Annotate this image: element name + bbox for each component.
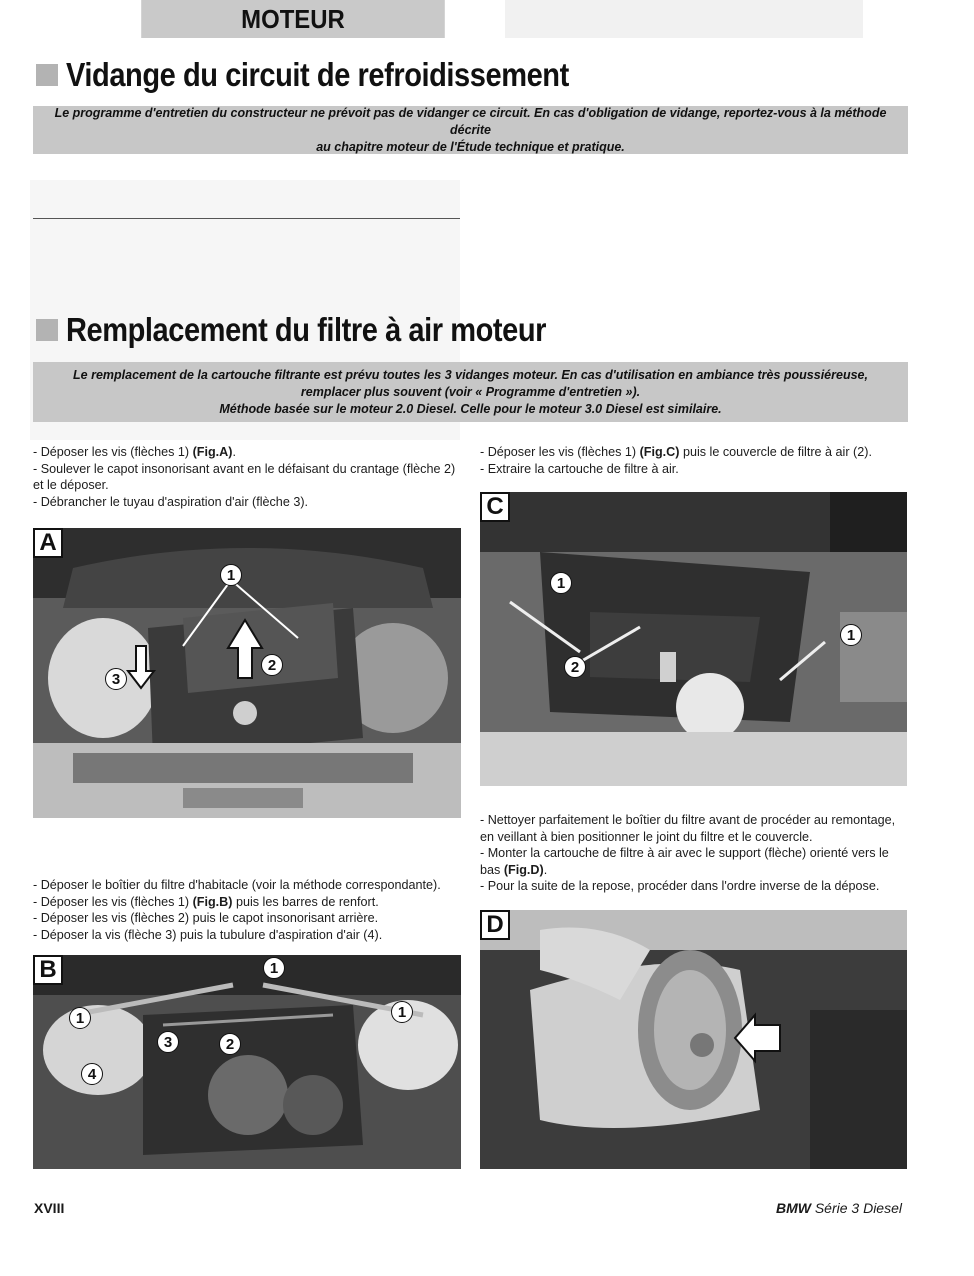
callout-2: 2 [219, 1033, 241, 1055]
steps-right-top [480, 444, 908, 477]
callout-4: 4 [81, 1063, 103, 1085]
note-line: Le programme d'entretien du constructeur ne prévoit pas de vidanger ce circuit. En cas d'obligation de vidange, reportez-vous à la méthode décrite [54, 105, 887, 137]
callout-1: 1 [263, 957, 285, 979]
step-text: - Déposer le boîtier du filtre d'habitacle (voir la méthode correspondante). [33, 878, 441, 892]
section-tab: MOTEUR [141, 0, 445, 38]
steps-right-bottom [480, 812, 908, 895]
section2-title: Remplacement du filtre à air moteur [66, 311, 547, 348]
divider [33, 218, 460, 219]
section2-note [33, 362, 908, 422]
step-text: - Monter la cartouche de filtre à air avec le support (flèche) orienté vers le bas (Fig.D). [480, 846, 889, 877]
section1-note [33, 106, 908, 154]
callout-1: 1 [550, 572, 572, 594]
step-text: - Pour la suite de la repose, procéder dans l'ordre inverse de la dépose. [480, 879, 880, 893]
step-text: - Extraire la cartouche de filtre à air. [480, 461, 679, 476]
figure-label: B [33, 955, 63, 985]
callout-1: 1 [840, 624, 862, 646]
step-text: - Soulever le capot insonorisant avant en le défaisant du crantage (flèche 2) et le déposer. [33, 461, 456, 492]
bleed-through-shade [505, 0, 863, 38]
callout-2: 2 [261, 654, 283, 676]
note-line: remplacer plus souvent (voir « Programme d'entretien »). [300, 384, 641, 399]
callout-3: 3 [105, 668, 127, 690]
step-text: - Déposer les vis (flèches 1) (Fig.C) puis le couvercle de filtre à air (2). [480, 445, 872, 459]
step-text: - Nettoyer parfaitement le boîtier du filtre avant de procéder au remontage, en veillant à bien positionner le joint du filtre et le couvercle. [480, 813, 896, 844]
steps-left-bottom [33, 877, 461, 943]
callout-3: 3 [157, 1031, 179, 1053]
figure-c-photo [480, 492, 907, 786]
figure-a-photo [33, 528, 461, 818]
figure-d-photo [480, 910, 907, 1169]
figure-label: D [480, 910, 510, 940]
footer-title [776, 1200, 902, 1216]
step-text: - Déposer les vis (flèches 1) (Fig.A). [33, 445, 236, 459]
footer-series: Série 3 Diesel [810, 1200, 902, 1216]
callout-2: 2 [564, 656, 586, 678]
callout-1: 1 [220, 564, 242, 586]
footer-brand: BMW [775, 1200, 811, 1216]
step-text: - Déposer les vis (flèches 1) (Fig.B) puis les barres de renfort. [33, 894, 379, 909]
figure-label: A [33, 528, 63, 558]
section-marker-icon [36, 319, 58, 341]
figure-b-photo [33, 955, 461, 1169]
page-number: XVIII [34, 1200, 65, 1216]
section1-title: Vidange du circuit de refroidissement [66, 56, 569, 93]
step-text: - Déposer la vis (flèche 3) puis la tubulure d'aspiration d'air (4). [33, 927, 383, 942]
note-line: Méthode basée sur le moteur 2.0 Diesel. Celle pour le moteur 3.0 Diesel est similaire. [219, 401, 722, 416]
steps-left-top [33, 444, 461, 510]
note-line: Le remplacement de la cartouche filtrante est prévu toutes les 3 vidanges moteur. En cas d'utilisation en ambiance très poussiéreuse, [73, 367, 868, 382]
note-line: au chapitre moteur de l'Étude technique et pratique. [316, 139, 625, 154]
step-text: - Déposer les vis (flèches 2) puis le capot insonorisant arrière. [33, 911, 379, 925]
figure-label: C [480, 492, 510, 522]
section-marker-icon [36, 64, 58, 86]
callout-1: 1 [391, 1001, 413, 1023]
callout-1: 1 [69, 1007, 91, 1029]
step-text: - Débrancher le tuyau d'aspiration d'air (flèche 3). [33, 494, 309, 509]
